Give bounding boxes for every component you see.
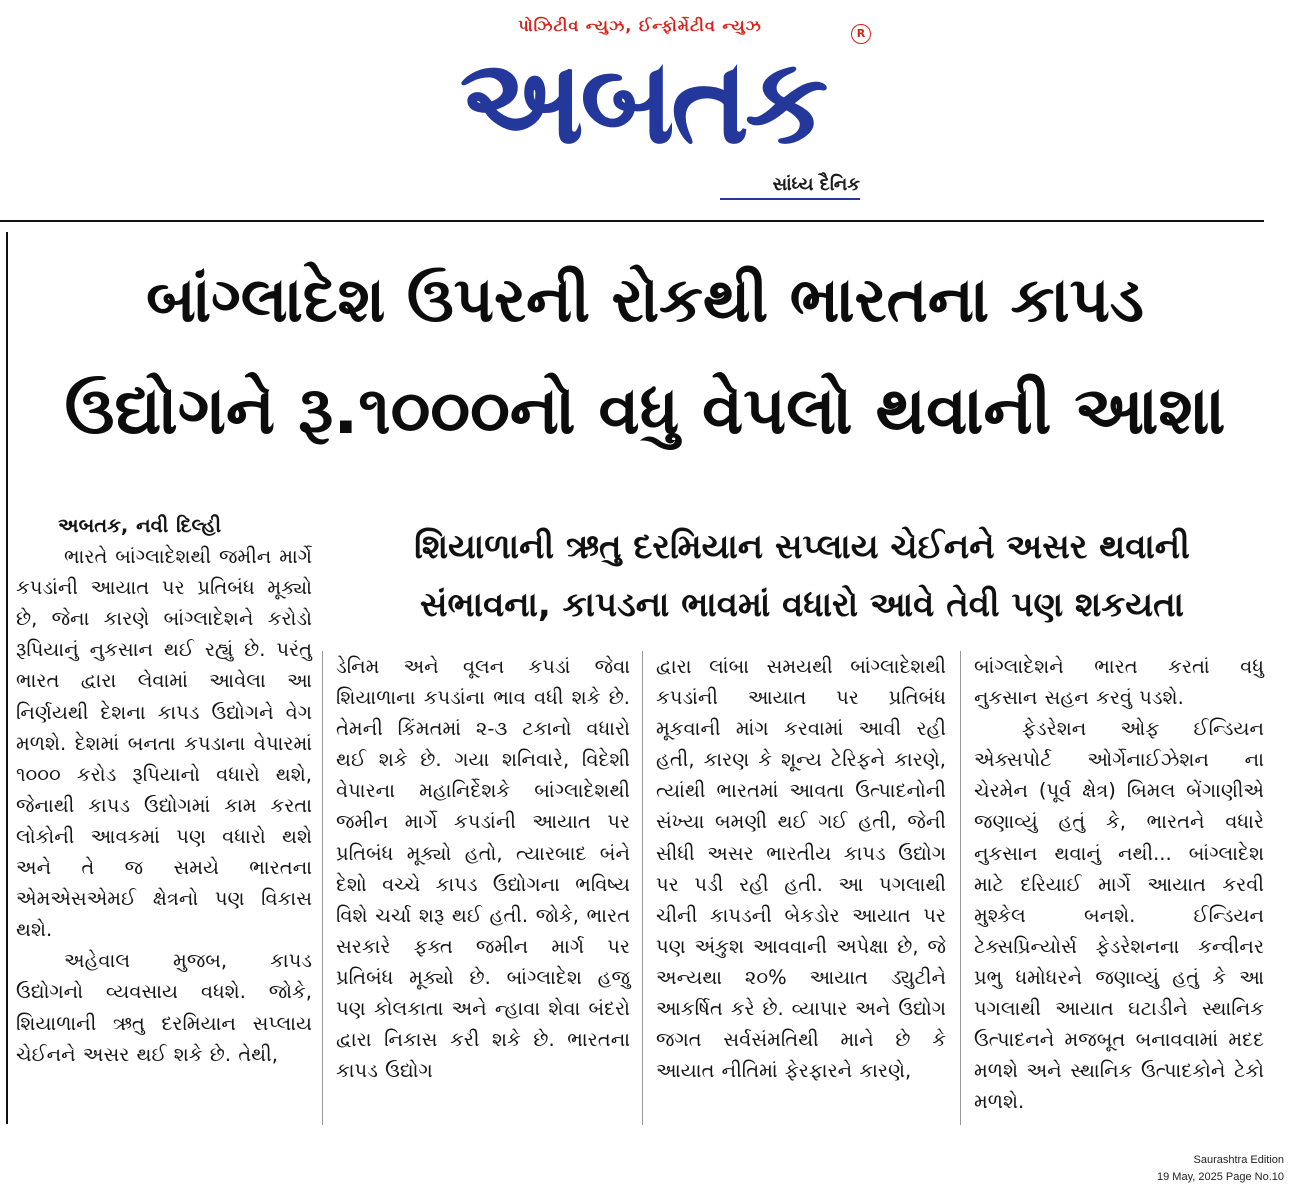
article-paragraph: અહેવાલ મુજબ, કાપડ ઉદ્યોગનો વ્યવસાય વધશે. જોકે, શિયાળાની ઋતુ દરમિયાન સપ્લાય ચેઈનને અસર થઈ શકે છે. તેથી, [16, 949, 312, 1066]
dateline: અબતક, નવી દિલ્હી [58, 514, 222, 537]
subheadline-line-1: શિયાળાની ઋતુ દરમિયાન સપ્લાય ચેઈનને અસર થવાની [414, 527, 1190, 567]
registered-mark-icon: R [851, 24, 871, 44]
column-divider [322, 651, 323, 1125]
headline-line-2: ઉદ્યોગને રૂ.૧૦૦૦નો વધુ વેપલો થવાની આશા [64, 372, 1226, 449]
sub-headline [332, 518, 1272, 634]
article-column-4 [974, 651, 1264, 1117]
article-paragraph: બાંગ્લાદેશને ભારત કરતાં વધુ નુકસાન સહન કરવું પડશે. [974, 655, 1264, 710]
date-page-label: 19 May, 2025 Page No.10 [1157, 1171, 1284, 1183]
left-border-rule [6, 232, 8, 1124]
masthead-tagline: પોઝિટીવ ન્યુઝ, ઈન્ફોર્મેટીવ ન્યુઝ [518, 16, 762, 35]
masthead [0, 0, 1292, 222]
masthead-subtitle: સાંધ્ય દૈનિક [772, 174, 860, 195]
subheadline-line-2: સંભાવના, કાપડના ભાવમાં વધારો આવે તેવી પણ શકયતા [420, 585, 1184, 625]
masthead-divider [0, 220, 1264, 222]
column-divider [642, 651, 643, 1125]
main-headline [20, 248, 1270, 466]
article-column-1 [16, 510, 312, 1070]
column-divider [960, 651, 961, 1125]
headline-line-1: બાંગ્લાદેશ ઉપરની રોકથી ભારતના કાપડ [146, 263, 1144, 336]
edition-label: Saurashtra Edition [1193, 1154, 1284, 1166]
article-paragraph: ડેનિમ અને વૂલન કપડાં જેવા શિયાળાના કપડાંના ભાવ વધી શકે છે. તેમની કિંમતમાં ૨-૩ ટકાનો વધારો થઈ શકે છે. ગયા શનિવારે, વિદેશી વેપારના મહાનિર્દેશકે બાંગ્લાદેશથી જમીન માર્ગે કપડાંની આયાત પર પ્રતિબંધ મૂક્યો હતો, ત્યારબાદ બંને દેશો વચ્ચે કાપડ ઉદ્યોગના ભવિષ્ય વિશે ચર્ચા શરૂ થઈ હતી. જોકે, ભારત સરકારે ફક્ત જમીન માર્ગ પર પ્રતિબંધ મૂક્યો છે. બાંગ્લાદેશ હજુ પણ કોલકાતા અને ન્હાવા શેવા બંદરો દ્વારા નિકાસ કરી શકે છે. ભારતના કાપડ ઉદ્યોગ [336, 655, 630, 1083]
masthead-underline [720, 198, 860, 200]
page-footer [1157, 1152, 1284, 1186]
article-paragraph: ભારતે બાંગ્લાદેશથી જમીન માર્ગે કપડાંની આયાત પર પ્રતિબંધ મૂક્યો છે, જેના કારણે બાંગ્લાદેશને કરોડો રૂપિયાનું નુકસાન થઈ રહ્યું છે. પરંતુ ભારત દ્વારા લેવામાં આવેલા આ નિર્ણયથી દેશના કાપડ ઉદ્યોગને વેગ મળશે. દેશમાં બનતા કપડાના વેપારમાં ૧૦૦૦ કરોડ રૂપિયાનો વધારો થશે, જેનાથી કાપડ ઉદ્યોગમાં કામ કરતા લોકોની આવકમાં પણ વધારો થશે અને તે જ સમયે ભારતના એમએસએમઈ ક્ષેત્રનો પણ વિકાસ થશે. [16, 545, 312, 942]
newspaper-logo: અબતક [459, 32, 825, 170]
article-column-3 [656, 651, 946, 1086]
article-paragraph: દ્વારા લાંબા સમયથી બાંગ્લાદેશથી કપડાંની આયાત પર પ્રતિબંધ મૂકવાની માંગ કરવામાં આવી રહી હતી, કારણ કે શૂન્ય ટેરિફને કારણે, ત્યાંથી ભારતમાં આવતા ઉત્પાદનોની સંખ્યા બમણી થઈ ગઈ હતી, જેની સીધી અસર ભારતીય કાપડ ઉદ્યોગ પર પડી રહી હતી. આ પગલાથી ચીની કાપડની બેકડોર આયાત પર પણ અંકુશ આવવાની અપેક્ષા છે, જે અન્યથા ૨૦% આયાત ડ્યુટીને આકર્ષિત કરે છે. વ્યાપાર અને ઉદ્યોગ જગત સર્વસંમતિથી માને છે કે આયાત નીતિમાં ફેરફારને કારણે, [656, 655, 946, 1083]
article-column-2 [336, 651, 630, 1086]
article-paragraph: ફેડરેશન ઓફ ઈન્ડિયન એક્સપોર્ટ ઓર્ગેનાઈઝેશન ના ચેરમેન (પૂર્વ ક્ષેત્ર) બિમલ બેંગાણીએ જણાવ્યું હતું કે, ભારતને વધારે નુકસાન થવાનું નથી... બાંગ્લાદેશ માટે દરિયાઈ માર્ગે આયાત કરવી મુશ્કેલ બનશે. ઈન્ડિયન ટેક્સપ્રિન્યોર્સ ફેડરેશનના કન્વીનર પ્રભુ ધમોધરને જણાવ્યું હતું કે આ પગલાથી આયાત ઘટાડીને સ્થાનિક ઉત્પાદનને મજબૂત બનાવવામાં મદદ મળશે અને સ્થાનિક ઉત્પાદકોને ટેકો મળશે. [974, 717, 1264, 1114]
